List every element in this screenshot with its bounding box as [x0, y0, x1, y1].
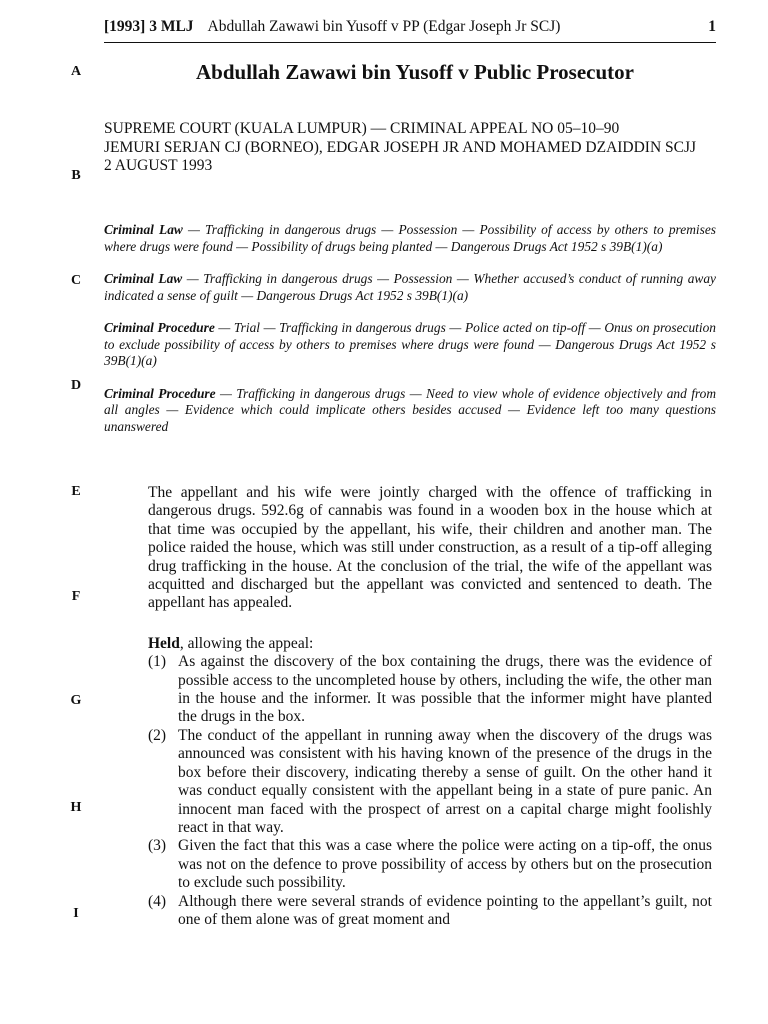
margin-letter-a: A [70, 64, 82, 79]
point-number: (3) [148, 837, 167, 855]
court-details [104, 120, 716, 176]
margin-letter-f: F [71, 589, 81, 604]
catchword-paragraph [104, 222, 716, 255]
point-text: The conduct of the appellant in running away when the discovery of the drugs was announced was consistent with his having known of the presence of the drugs in the box before their discovery, indicating thereby a sense of guilt. On the other hand it was conduct equally consistent with the appellant being in a state of pure panic. An innocent man faced with the prospect of arrest on a capital charge might foolishly react in that way. [178, 726, 712, 836]
catchword-subject: Criminal Law [104, 271, 183, 286]
running-title: Abdullah Zawawi bin Yusoff v PP (Edgar Joseph Jr SCJ) [207, 18, 561, 35]
point-number: (4) [148, 892, 167, 910]
point-text: As against the discovery of the box containing the drugs, there was the evidence of possible access to the uncompleted house by others, including the wife, the other man in the house and the informer. It was possible that the informer might have planted the drugs in the box. [178, 653, 712, 726]
catchword-subject: Criminal Procedure [104, 385, 216, 401]
margin-letter-c: C [70, 273, 82, 288]
point-text: Although there were several strands of evidence pointing to the appellant’s guilt, not one of them alone was of great moment and [178, 892, 712, 928]
page-number: 1 [708, 18, 716, 35]
held-point [148, 837, 712, 892]
held-heading [148, 635, 712, 653]
headnote [148, 484, 712, 929]
catchword-subject: Criminal Law [104, 222, 183, 237]
held-rest: , allowing the appeal: [179, 634, 314, 652]
catchword-text: — Trial — Trafficking in dangerous drugs — Police acted on tip-off — Onus on prosecution to exclude possibility of access by others to premises where drugs were found — Dangerous Drugs Act 1952 s 39B(1)(a) [104, 320, 716, 368]
point-number: (2) [148, 726, 167, 744]
catchword-subject: Criminal Procedure [104, 320, 215, 335]
catchword-paragraph [104, 386, 716, 436]
held-label: Held [148, 634, 180, 652]
coram: JEMURI SERJAN CJ (BORNEO), EDGAR JOSEPH JR AND MOHAMED DZAIDDIN SCJJ [104, 138, 697, 156]
point-number: (1) [148, 653, 167, 671]
catchword-text: — Trafficking in dangerous drugs — Need to view whole of evidence objectively and from all angles — Evidence which could implicate others besides accused — Evidence left too many questions unanswered [104, 385, 716, 434]
held-point [148, 727, 712, 837]
facts-paragraph: The appellant and his wife were jointly charged with the offence of trafficking in dangerous drugs. 592.6g of cannabis was found in a wooden box in the house which at that time was occupied by the appellant, his wife, their children and another man. The police raided the house, which was still under construction, as a result of a tip-off alleging drug trafficking in the house. At the conclusion of the trial, the wife of the appellant was acquitted and discharged but the appellant was convicted and sentenced to death. The appellant has appealed. [148, 484, 712, 612]
catchword-text: — Trafficking in dangerous drugs — Possession — Possibility of access by others to premises where drugs were found — Possibility of drugs being planted — Dangerous Drugs Act 1952 s 39B(1)(a) [104, 222, 716, 254]
held-point [148, 653, 712, 727]
catchword-text: — Trafficking in dangerous drugs — Possession — Whether accused’s conduct of running away indicated a sense of guilt — Dangerous Drugs Act 1952 s 39B(1)(a) [104, 271, 716, 303]
margin-letter-h: H [70, 800, 82, 815]
catchword-paragraph [104, 320, 716, 370]
decision-date: 2 AUGUST 1993 [104, 157, 213, 174]
court-and-appeal-number: SUPREME COURT (KUALA LUMPUR) — CRIMINAL APPEAL NO 05–10–90 [104, 120, 620, 137]
running-header [104, 16, 716, 43]
margin-letter-e: E [71, 484, 81, 499]
margin-letter-d: D [70, 378, 82, 393]
point-text: Given the fact that this was a case where the police were acting on a tip-off, the onus was not on the defence to prove possibility of access by others but on the prosecution to exclude such possibility. [178, 837, 712, 892]
margin-letter-i: I [73, 906, 79, 921]
catchword-paragraph [104, 271, 716, 304]
held-points [148, 653, 712, 929]
case-title: Abdullah Zawawi bin Yusoff v Public Prosecutor [196, 60, 634, 84]
report-citation: [1993] 3 MLJ [104, 18, 194, 35]
held-point [148, 893, 712, 930]
catchwords [104, 222, 716, 451]
margin-letter-g: G [70, 693, 82, 708]
margin-letter-b: B [71, 168, 81, 183]
